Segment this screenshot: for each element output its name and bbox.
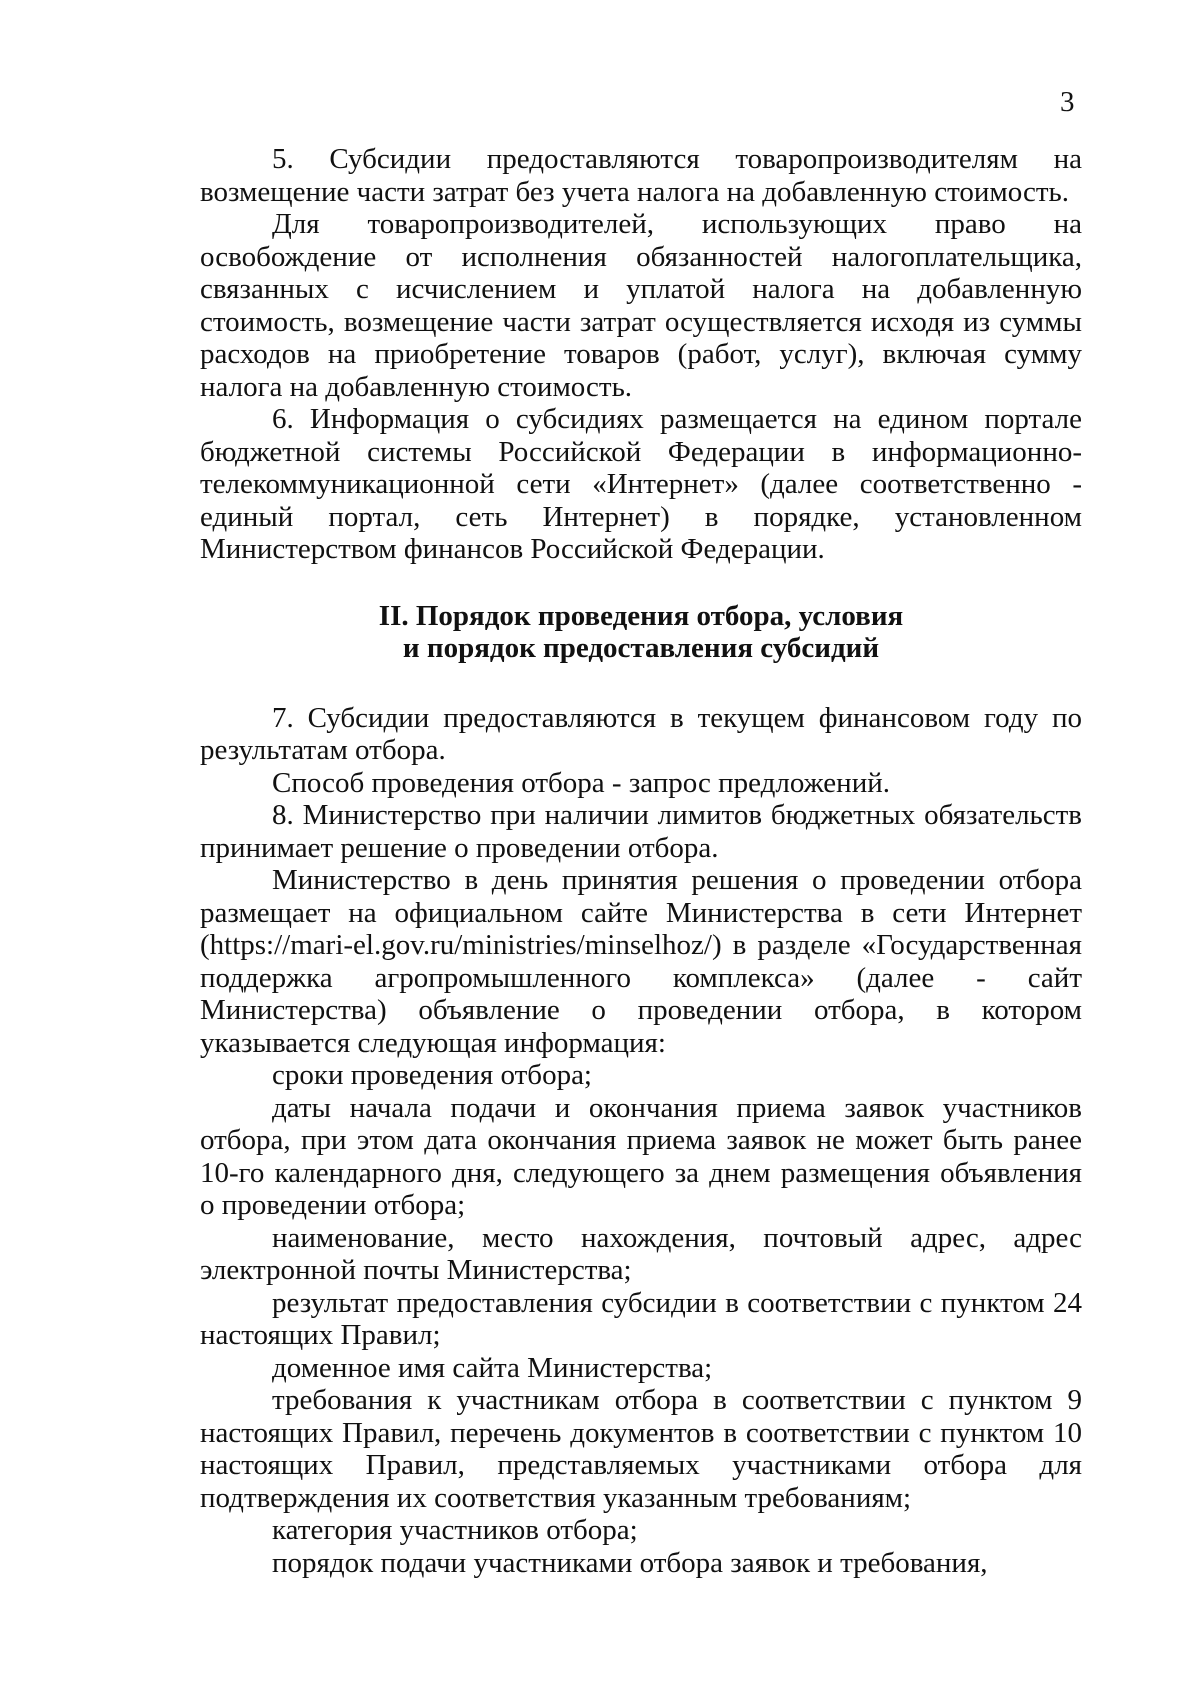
section-heading bbox=[200, 600, 1082, 665]
page-number: 3 bbox=[1060, 86, 1075, 118]
paragraph-8: 8. Министерство при наличии лимитов бюджетных обязательств принимает решение о проведении отбора. bbox=[200, 799, 1082, 864]
list-item-ministry-address: наименование, место нахождения, почтовый адрес, адрес электронной почты Министерства; bbox=[200, 1221, 1082, 1286]
list-item-domain-name: доменное имя сайта Министерства; bbox=[272, 1351, 713, 1384]
announcement-paragraph: Министерство в день принятия решения о проведении отбора размещает на официальном сайте Министерства в сети Интернет (https://mari-el.gov.ru/ministries/minselhoz/) в разделе «Государственная поддержка агропромышленного комплекса» (далее - сайт Министерства) объявление о проведении отбора, в котором указывается следующая информация: bbox=[200, 864, 1082, 1059]
section-heading-line-1: II. Порядок проведения отбора, условия bbox=[378, 599, 904, 632]
selection-method: Способ проведения отбора - запрос предложений. bbox=[272, 766, 890, 799]
paragraph-7: 7. Субсидии предоставляются в текущем финансовом году по результатам отбора. bbox=[200, 701, 1082, 766]
paragraph-5-vat-exemption: Для товаропроизводителей, использующих право на освобождение от исполнения обязанностей налогоплательщика, связанных с исчислением и уплатой налога на добавленную стоимость, возмещение части затрат осуществляется исходя из суммы расходов на приобретение товаров (работ, услуг), включая сумму налога на добавленную стоимость. bbox=[200, 208, 1082, 403]
paragraph-5: 5. Субсидии предоставляются товаропроизводителям на возмещение части затрат без учета налога на добавленную стоимость. bbox=[200, 143, 1082, 208]
list-item-selection-dates: сроки проведения отбора; bbox=[272, 1059, 592, 1091]
list-item-application-procedure: порядок подачи участниками отбора заявок и требования, bbox=[272, 1546, 988, 1579]
list-item-participant-requirements: требования к участникам отбора в соответствии с пунктом 9 настоящих Правил, перечень документов в соответствии с пунктом 10 настоящих Правил, представляемых участниками отбора для подтверждения их соответствия указанным требованиям; bbox=[200, 1384, 1082, 1514]
document-body bbox=[200, 143, 1082, 1579]
list-item-participant-category: категория участников отбора; bbox=[272, 1514, 638, 1546]
paragraph-6: 6. Информация о субсидиях размещается на едином портале бюджетной системы Российской Федерации в информационно-телекоммуникационной сети «Интернет» (далее соответственно - единый портал, сеть Интернет) в порядке, установленном Министерством финансов Российской Федерации. bbox=[200, 403, 1082, 565]
list-item-subsidy-result: результат предоставления субсидии в соответствии с пунктом 24 настоящих Правил; bbox=[200, 1286, 1082, 1351]
list-item-application-dates: даты начала подачи и окончания приема заявок участников отбора, при этом дата окончания приема заявок не может быть ранее 10-го календарного дня, следующего за днем размещения объявления о проведении отбора; bbox=[200, 1091, 1082, 1221]
section-heading-line-2: и порядок предоставления субсидий bbox=[402, 632, 880, 664]
